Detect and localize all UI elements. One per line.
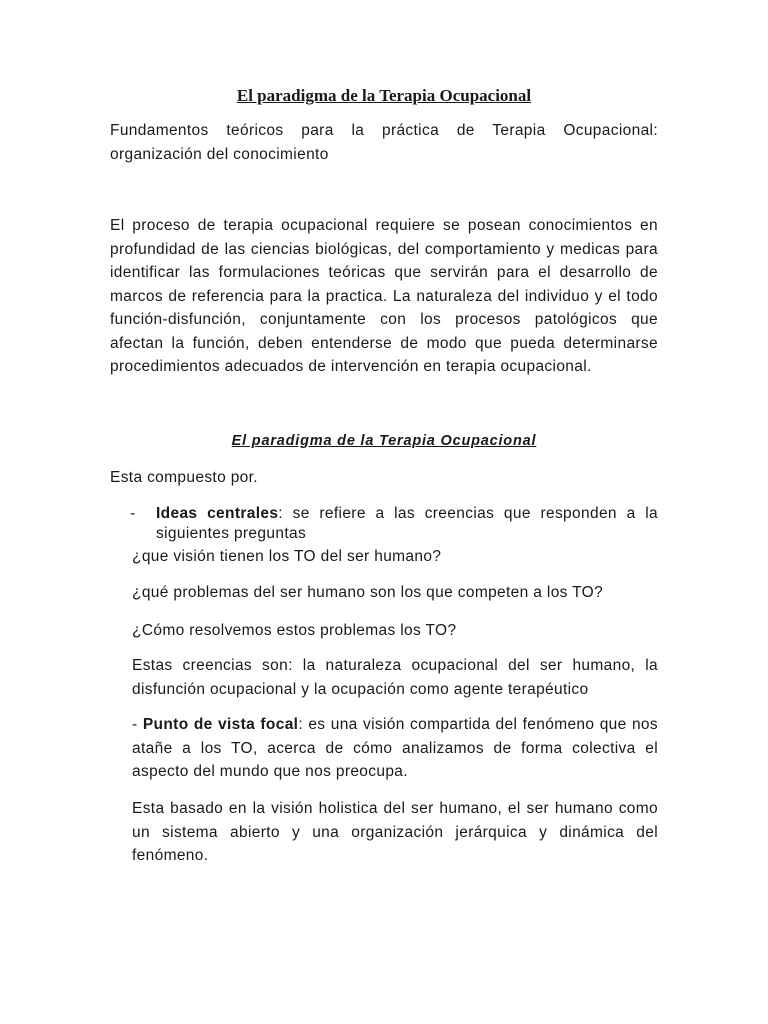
section-heading: El paradigma de la Terapia Ocupacional [231,433,537,449]
central-ideas-definition: : se refiere a las creencias que responden a la siguientes preguntas [156,505,658,542]
holistic-paragraph: Esta basado en la visión holistica del ser humano, el ser humano como un sistema abierto y una organización jerárquica y dinámica del fenómeno. [132,800,658,864]
document-title: El paradigma de la Terapia Ocupacional [236,86,532,105]
focal-point-paragraph [132,713,658,784]
central-ideas-item [130,504,658,544]
focal-point-definition: : es una visión compartida del fenómeno que nos atañe a los TO, acerca de cómo analizamos de forma colectiva el aspecto del mundo que nos preocupa. [132,716,659,780]
composed-by-text: Esta compuesto por. [110,469,258,486]
list-dash: - [130,505,136,522]
beliefs-paragraph: Estas creencias son: la naturaleza ocupacional del ser humano, la disfunción ocupacional y la ocupación como agente terapéutico [132,657,658,698]
question-item: ¿Cómo resolvemos estos problemas los TO? [132,622,457,639]
question-item: ¿qué problemas del ser humano son los que competen a los TO? [132,584,604,601]
document-subtitle: Fundamentos teóricos para la práctica de Terapia Ocupacional: organización del conocimiento [110,122,658,163]
question-item: ¿que visión tienen los TO del ser humano? [132,548,442,565]
central-ideas-term: Ideas centrales [156,505,279,522]
focal-point-term: Punto de vista focal [142,716,299,733]
focal-point-dash: - [132,716,143,733]
central-ideas-content [156,504,658,544]
intro-paragraph: El proceso de terapia ocupacional requiere se posean conocimientos en profundidad de las ciencias biológicas, del comportamiento y medicas para identificar las formulaciones teóricas que servirán para el desarrollo de marcos de referencia para la practica. La naturaleza del individuo y el todo función-disfunción, conjuntamente con los procesos patológicos que afectan la función, deben entenderse de modo que pueda determinarse procedimientos adecuados de intervención en terapia ocupacional. [110,217,658,375]
